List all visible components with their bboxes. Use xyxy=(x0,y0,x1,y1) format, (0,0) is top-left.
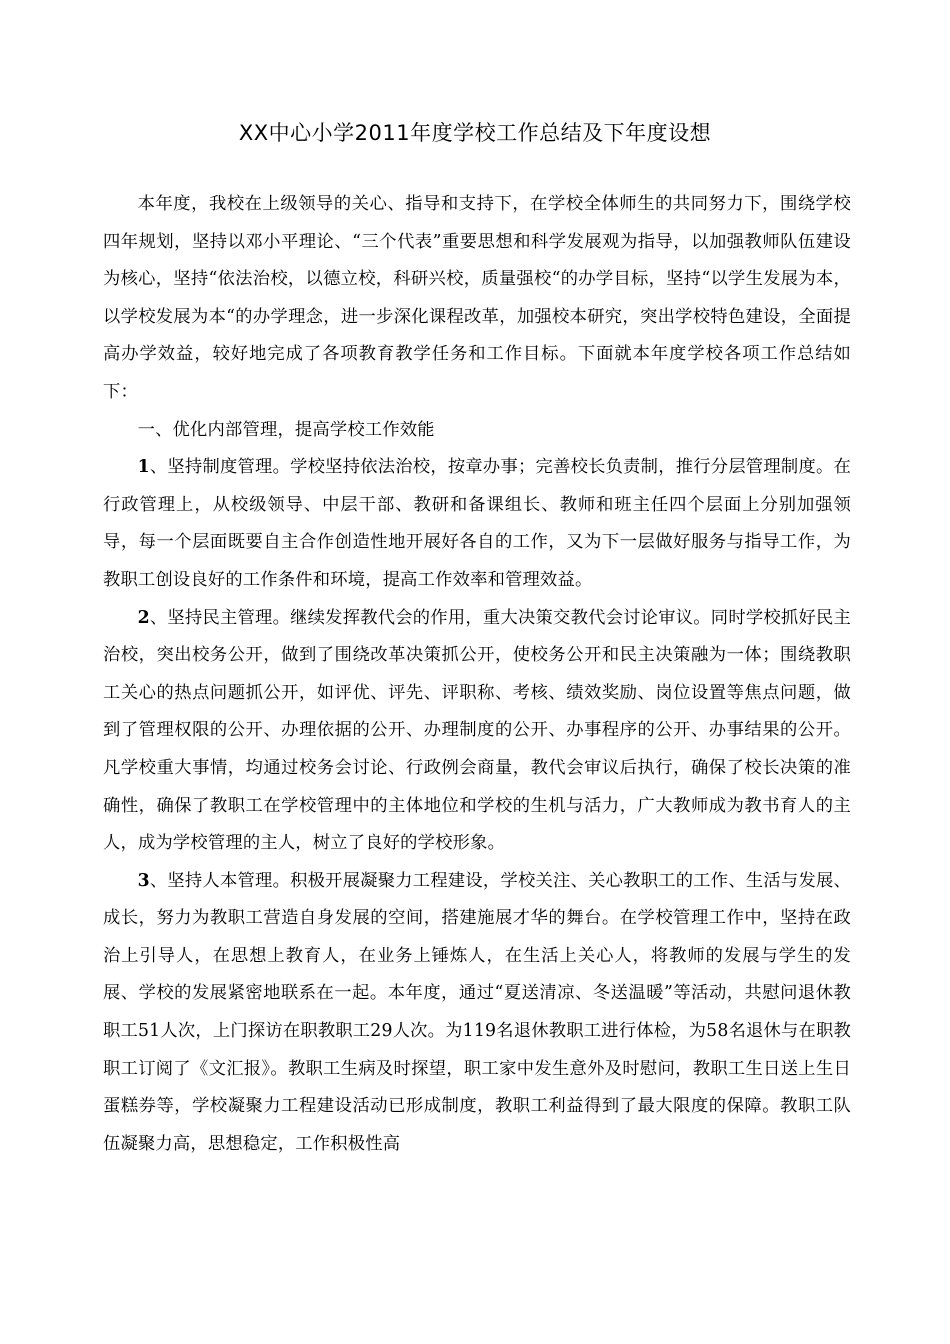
paragraph-item-1 xyxy=(103,449,851,599)
paragraph-intro xyxy=(103,186,851,412)
section-heading-text: 一、优化内部管理，提高学校工作效能 xyxy=(137,419,435,440)
paragraph-text: 、坚持制度管理。学校坚持依法治校，按章办事；完善校长负责制，推行分层管理制度。在行政管理上，从校级领导、中层干部、教研和备课组长、教师和班主任四个层面上分别加强领导，每一个层面既要自主合作创造性地开展好各自的工作，又为下一层做好服务与指导工作，为教职工创设良好的工作条件和环境，提高工作效率和管理效益。 xyxy=(103,457,851,590)
document-body xyxy=(103,186,851,1163)
item-number: 3 xyxy=(137,870,150,891)
paragraph-item-3 xyxy=(103,863,851,1164)
paragraph-text: 本年度，我校在上级领导的关心、指导和支持下，在学校全体师生的共同努力下，围绕学校四年规划，坚持以邓小平理论、“三个代表”重要思想和科学发展观为指导，以加强教师队伍建设为核心，坚持“依法治校，以德立校，科研兴校，质量强校“的办学目标，坚持“以学生发展为本，以学校发展为本“的办学理念，进一步深化课程改革，加强校本研究，突出学校特色建设，全面提高办学效益，较好地完成了各项教育教学任务和工作目标。下面就本年度学校各项工作总结如下： xyxy=(103,194,851,402)
paragraph-item-2 xyxy=(103,600,851,863)
section-heading xyxy=(103,412,851,450)
item-number: 2 xyxy=(137,607,150,628)
paragraph-text: 、坚持人本管理。积极开展凝聚力工程建设，学校关注、关心教职工的工作、生活与发展、成长，努力为教职工营造自身发展的空间，搭建施展才华的舞台。在学校管理工作中，坚持在政治上引导人，在思想上教育人，在业务上锤炼人，在生活上关心人，将教师的发展与学生的发展、学校的发展紧密地联系在一起。本年度，通过“夏送清凉、冬送温暖”等活动，共慰问退休教职工51人次，上门探访在职教职工29人次。为119名退休教职工进行体检，为58名退休与在职教职工订阅了《文汇报》。教职工生病及时探望，职工家中发生意外及时慰问，教职工生日送上生日蛋糕券等，学校凝聚力工程建设活动已形成制度，教职工利益得到了最大限度的保障。教职工队伍凝聚力高，思想稳定，工作积极性高 xyxy=(103,870,851,1154)
item-number: 1 xyxy=(137,457,150,478)
document-title: XX中心小学2011年度学校工作总结及下年度设想 xyxy=(238,121,712,145)
paragraph-text: 、坚持民主管理。继续发挥教代会的作用，重大决策交教代会讨论审议。同时学校抓好民主治校，突出校务公开，做到了围绕改革决策抓公开，使校务公开和民主决策融为一体；围绕教职工关心的热点问题抓公开，如评优、评先、评职称、考核、绩效奖励、岗位设置等焦点问题，做到了管理权限的公开、办理依据的公开、办理制度的公开、办事程序的公开、办事结果的公开。凡学校重大事情，均通过校务会讨论、行政例会商量，教代会审议后执行，确保了校长决策的准确性，确保了教职工在学校管理中的主体地位和学校的生机与活力，广大教师成为教书育人的主人，成为学校管理的主人，树立了良好的学校形象。 xyxy=(103,607,851,854)
